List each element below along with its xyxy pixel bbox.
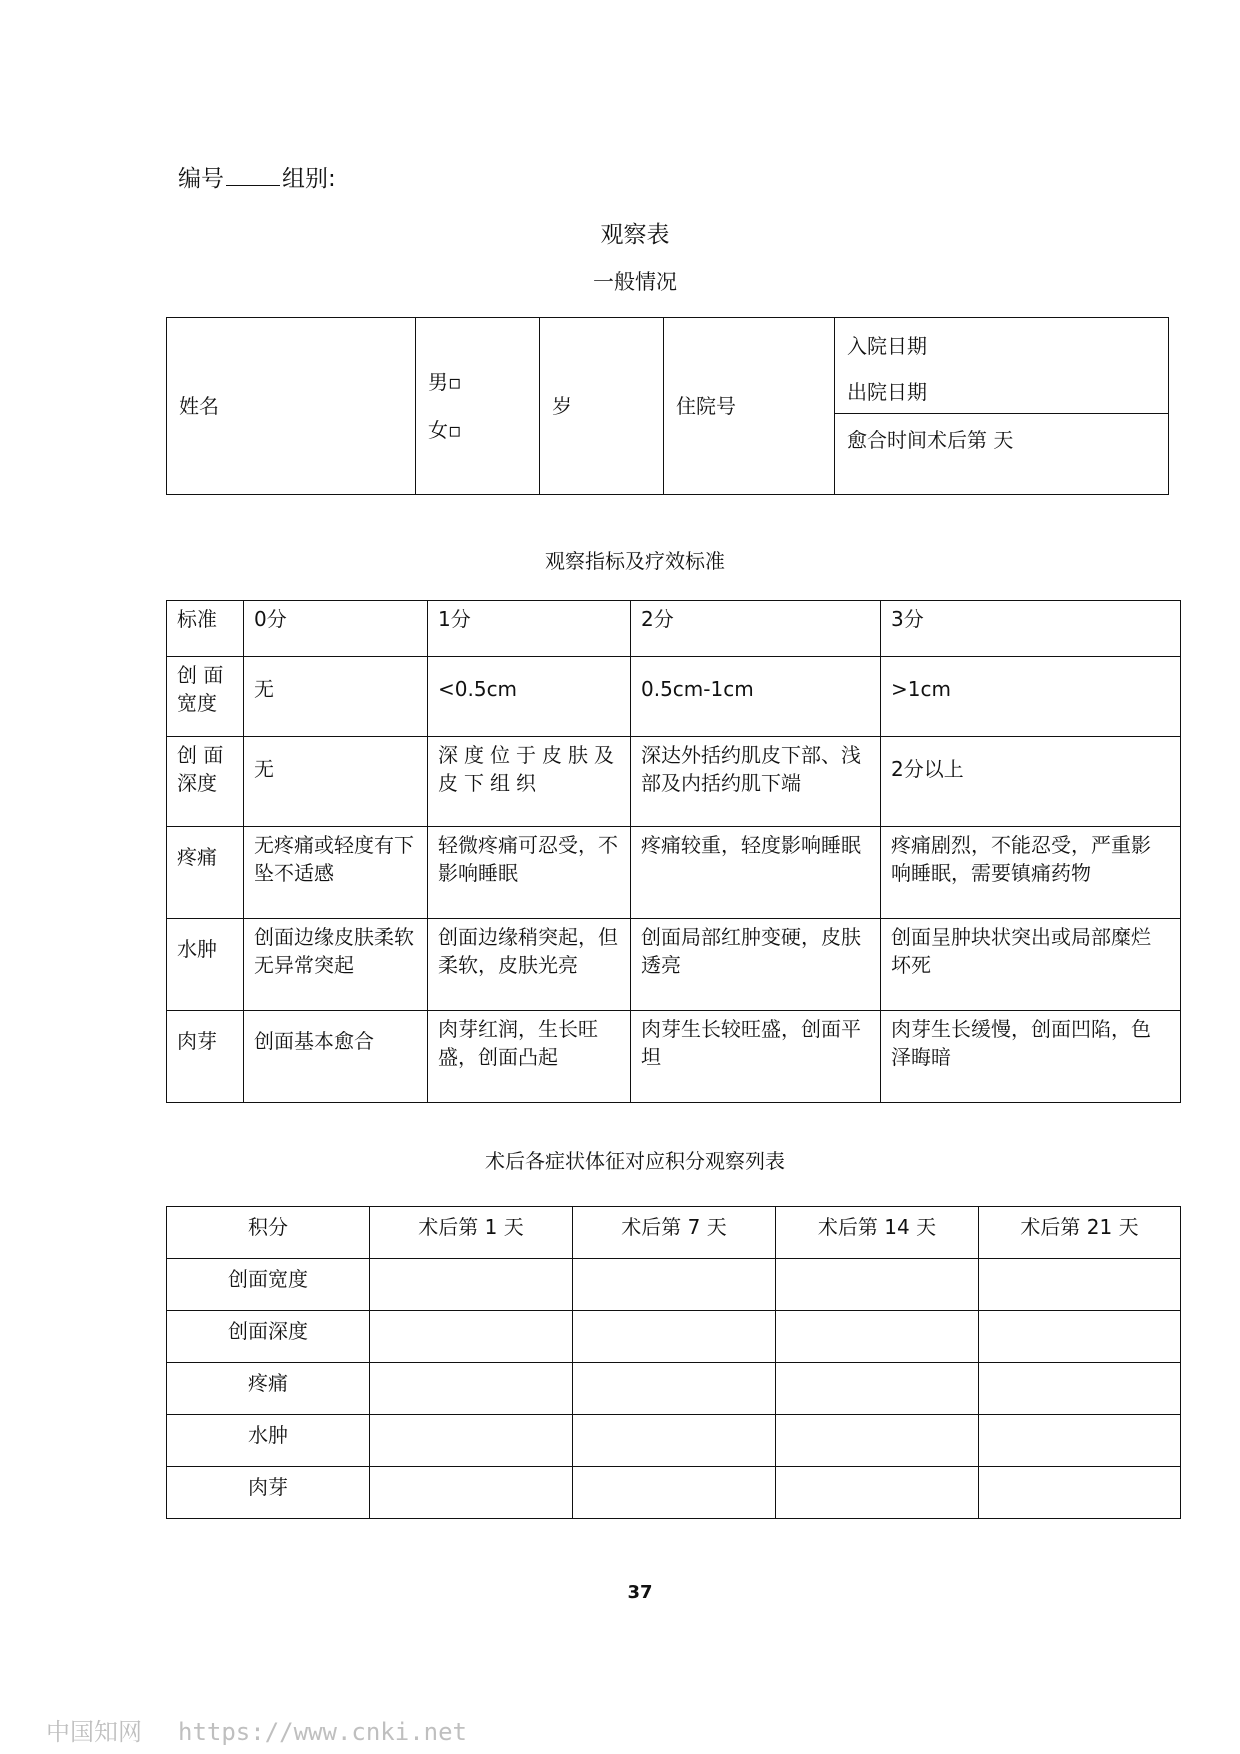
criteria-cell: 创面局部红肿变硬，皮肤透亮 [631, 919, 881, 1011]
scoring-header-cell: 术后第 7 天 [573, 1207, 776, 1259]
page-number: 37 [627, 1582, 653, 1603]
dates-cell [835, 318, 1169, 495]
score-entry-cell[interactable] [979, 1467, 1181, 1519]
general-info-table [166, 317, 1169, 495]
discharge-date: 出院日期 [835, 370, 1168, 414]
score-entry-cell[interactable] [776, 1259, 979, 1311]
criteria-cell: 2分以上 [881, 737, 1181, 827]
criteria-cell: 轻微疼痛可忍受，不影响睡眠 [428, 827, 631, 919]
criteria-cell: 创面呈肿块状突出或局部糜烂坏死 [881, 919, 1181, 1011]
criteria-cell: 无 [244, 737, 428, 827]
score-entry-cell[interactable] [979, 1415, 1181, 1467]
scoring-header-cell: 术后第 14 天 [776, 1207, 979, 1259]
criteria-row-label: 肉芽 [167, 1011, 244, 1103]
scoring-row-label: 创面宽度 [167, 1259, 370, 1311]
scoring-row-label: 疼痛 [167, 1363, 370, 1415]
criteria-cell: 创面基本愈合 [244, 1011, 428, 1103]
criteria-cell: 深达外括约肌皮下部、浅部及内括约肌下端 [631, 737, 881, 827]
criteria-cell: 创面边缘皮肤柔软无异常突起 [244, 919, 428, 1011]
criteria-header-cell: 标准 [167, 601, 244, 657]
scoring-row-label: 创面深度 [167, 1311, 370, 1363]
criteria-cell: <0.5cm [428, 657, 631, 737]
watermark [46, 1712, 467, 1747]
score-entry-cell[interactable] [370, 1415, 573, 1467]
criteria-row-label: 创 面宽度 [167, 657, 244, 737]
criteria-header-cell: 2分 [631, 601, 881, 657]
criteria-row [167, 737, 1181, 827]
scoring-row-label: 水肿 [167, 1415, 370, 1467]
watermark-url[interactable]: https://www.cnki.net [178, 1718, 467, 1746]
age-cell: 岁 [540, 318, 664, 495]
score-entry-cell[interactable] [776, 1363, 979, 1415]
female-option: 女▫ [428, 418, 462, 442]
score-entry-cell[interactable] [776, 1311, 979, 1363]
scoring-row [167, 1415, 1181, 1467]
criteria-cell: 深度位于皮肤及皮下组织 [428, 737, 631, 827]
criteria-table [166, 600, 1181, 1103]
criteria-cell: 创面边缘稍突起，但柔软，皮肤光亮 [428, 919, 631, 1011]
scoring-header-cell: 术后第 21 天 [979, 1207, 1181, 1259]
score-entry-cell[interactable] [370, 1311, 573, 1363]
score-entry-cell[interactable] [776, 1467, 979, 1519]
healing-time: 愈合时间术后第 天 [847, 428, 1014, 452]
group-label: 组别: [282, 166, 336, 192]
scoring-header-cell: 积分 [167, 1207, 370, 1259]
score-entry-cell[interactable] [370, 1363, 573, 1415]
criteria-cell: 肉芽生长较旺盛，创面平坦 [631, 1011, 881, 1103]
gender-cell [416, 318, 540, 495]
criteria-header-cell: 1分 [428, 601, 631, 657]
criteria-cell: 无 [244, 657, 428, 737]
criteria-cell: 0.5cm-1cm [631, 657, 881, 737]
male-option: 男▫ [428, 370, 462, 394]
watermark-site: 中国知网 [46, 1718, 142, 1746]
criteria-header-cell: 3分 [881, 601, 1181, 657]
criteria-row [167, 1011, 1181, 1103]
number-label: 编号 [178, 166, 224, 192]
criteria-cell: 肉芽生长缓慢，创面凹陷，色泽晦暗 [881, 1011, 1181, 1103]
criteria-cell: 疼痛剧烈，不能忍受，严重影响睡眠，需要镇痛药物 [881, 827, 1181, 919]
criteria-row [167, 657, 1181, 737]
score-entry-cell[interactable] [979, 1259, 1181, 1311]
admission-date: 入院日期 [847, 334, 927, 358]
scoring-row [167, 1259, 1181, 1311]
score-entry-cell[interactable] [370, 1467, 573, 1519]
score-entry-cell[interactable] [979, 1363, 1181, 1415]
scoring-row [167, 1311, 1181, 1363]
criteria-row-label: 水肿 [167, 919, 244, 1011]
criteria-row-label: 创 面深度 [167, 737, 244, 827]
criteria-row [167, 827, 1181, 919]
scoring-row-label: 肉芽 [167, 1467, 370, 1519]
score-entry-cell[interactable] [573, 1467, 776, 1519]
scoring-row [167, 1363, 1181, 1415]
score-entry-cell[interactable] [979, 1311, 1181, 1363]
scoring-header-cell: 术后第 1 天 [370, 1207, 573, 1259]
score-entry-cell[interactable] [573, 1311, 776, 1363]
scoring-table [166, 1206, 1181, 1519]
criteria-heading: 观察指标及疗效标准 [545, 549, 725, 573]
score-entry-cell[interactable] [573, 1415, 776, 1467]
score-entry-cell[interactable] [573, 1259, 776, 1311]
number-blank [226, 165, 280, 186]
score-entry-cell[interactable] [573, 1363, 776, 1415]
criteria-header-cell: 0分 [244, 601, 428, 657]
criteria-cell: 肉芽红润，生长旺盛，创面凸起 [428, 1011, 631, 1103]
score-entry-cell[interactable] [776, 1415, 979, 1467]
criteria-row [167, 919, 1181, 1011]
score-entry-cell[interactable] [370, 1259, 573, 1311]
criteria-cell: 疼痛较重，轻度影响睡眠 [631, 827, 881, 919]
scoring-heading: 术后各症状体征对应积分观察列表 [485, 1149, 785, 1173]
criteria-cell: 无疼痛或轻度有下坠不适感 [244, 827, 428, 919]
criteria-row-label: 疼痛 [167, 827, 244, 919]
hospital-no-cell: 住院号 [664, 318, 835, 495]
form-title: 观察表 [600, 222, 670, 248]
general-heading: 一般情况 [593, 270, 677, 294]
scoring-row [167, 1467, 1181, 1519]
name-cell: 姓名 [167, 318, 416, 495]
record-header [178, 160, 336, 193]
criteria-cell: >1cm [881, 657, 1181, 737]
